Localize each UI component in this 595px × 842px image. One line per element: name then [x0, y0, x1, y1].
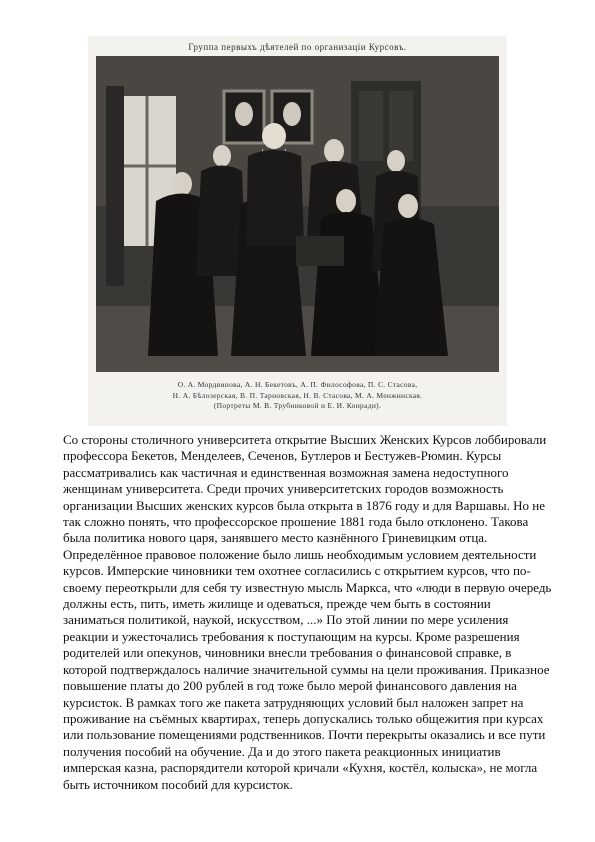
- group-photograph-drawing: [96, 56, 499, 372]
- photo-title: Группа первыхъ дѣятелей по организаціи Курсовъ.: [188, 42, 407, 52]
- body-line: Со стороны столичного университета открытие Высших Женских Курсов лоббировали: [63, 432, 547, 447]
- body-line: получения пособий на обучение. Да и до этого пакета реакционных инициатив: [63, 743, 501, 759]
- body-line: реакции и ужесточались требования к поступающим на курсы. Кроме разрешения: [63, 628, 520, 644]
- body-line: повышение платы до 200 рублей в год тоже было мерой финансового давления на: [63, 678, 517, 694]
- body-line: или пользование помещениями родственников. Почти перекрыты оказались и все пути: [63, 727, 546, 743]
- body-line: быть источником пособий для курсисток.: [63, 776, 293, 792]
- photo-caption-line: (Портреты М. В. Трубниковой и Е. И. Конради).: [213, 401, 382, 410]
- body-line: рассматривались как частичная и единственная возможная замена недоступного: [63, 464, 509, 480]
- body-line: своему переоткрыли для себя ту известную мысль Маркса, что «люди в первую очередь: [63, 579, 552, 595]
- body-line: была политика нового царя, занявшего место казнённого Гриневицким отца.: [63, 530, 488, 546]
- body-line: женщинам университета. Среди прочих университетских городов возможность: [63, 481, 504, 497]
- body-line: организации Высших женских курсов была открыта в 1876 году и для Варшавы. Но не: [63, 497, 545, 513]
- body-line: родителей или опекунов, чиновники внесли требования о финансовой справке, в: [63, 645, 512, 661]
- body-line: так сложно понять, что профессорское прошение 1881 года было отклонено. Такова: [63, 514, 529, 530]
- body-line: проживание на съёмных квартирах, теперь допускались только общежития при курсах: [63, 710, 544, 726]
- body-line: имперская казна, распорядители которой кричали «Кухня, костёл, колыска», не могла: [63, 760, 538, 776]
- body-line: должны есть, пить, иметь жилище и одеваться, прежде чем быть в состоянии: [63, 596, 491, 612]
- body-line: заниматься политикой, наукой, искусством, ...» По этой линии по мере усиления: [63, 612, 509, 628]
- body-line: профессора Бекетов, Менделеев, Сеченов, Бутлеров и Бестужев-Рюмин. Курсы: [63, 448, 502, 464]
- article-body: [63, 432, 552, 793]
- body-line: курсов. Имперские чиновники тем охотнее согласились с открытием курсов, что по-: [63, 563, 531, 579]
- photo-caption-line: О. А. Мордвинова, А. Н. Бекетовъ, А. П. Философова, П. С. Стасова,: [177, 380, 418, 389]
- body-line: которой подтверждалось наличие значительной суммы на цели проживания. Приказное: [63, 661, 550, 677]
- photo-caption: [88, 380, 507, 412]
- body-line: курсисток. В рамках того же пакета затрудняющих условий был наложен запрет на: [63, 694, 524, 710]
- body-line: Определённое правовое положение было лишь необходимым условием деятельности: [63, 546, 537, 562]
- group-photograph: [96, 56, 499, 372]
- group-photo-plate: [88, 36, 507, 426]
- photo-caption-line: Н. А. Бѣлозерская, В. П. Тарновская, Н. В. Стасова, М. А. Менжинская.: [172, 390, 423, 400]
